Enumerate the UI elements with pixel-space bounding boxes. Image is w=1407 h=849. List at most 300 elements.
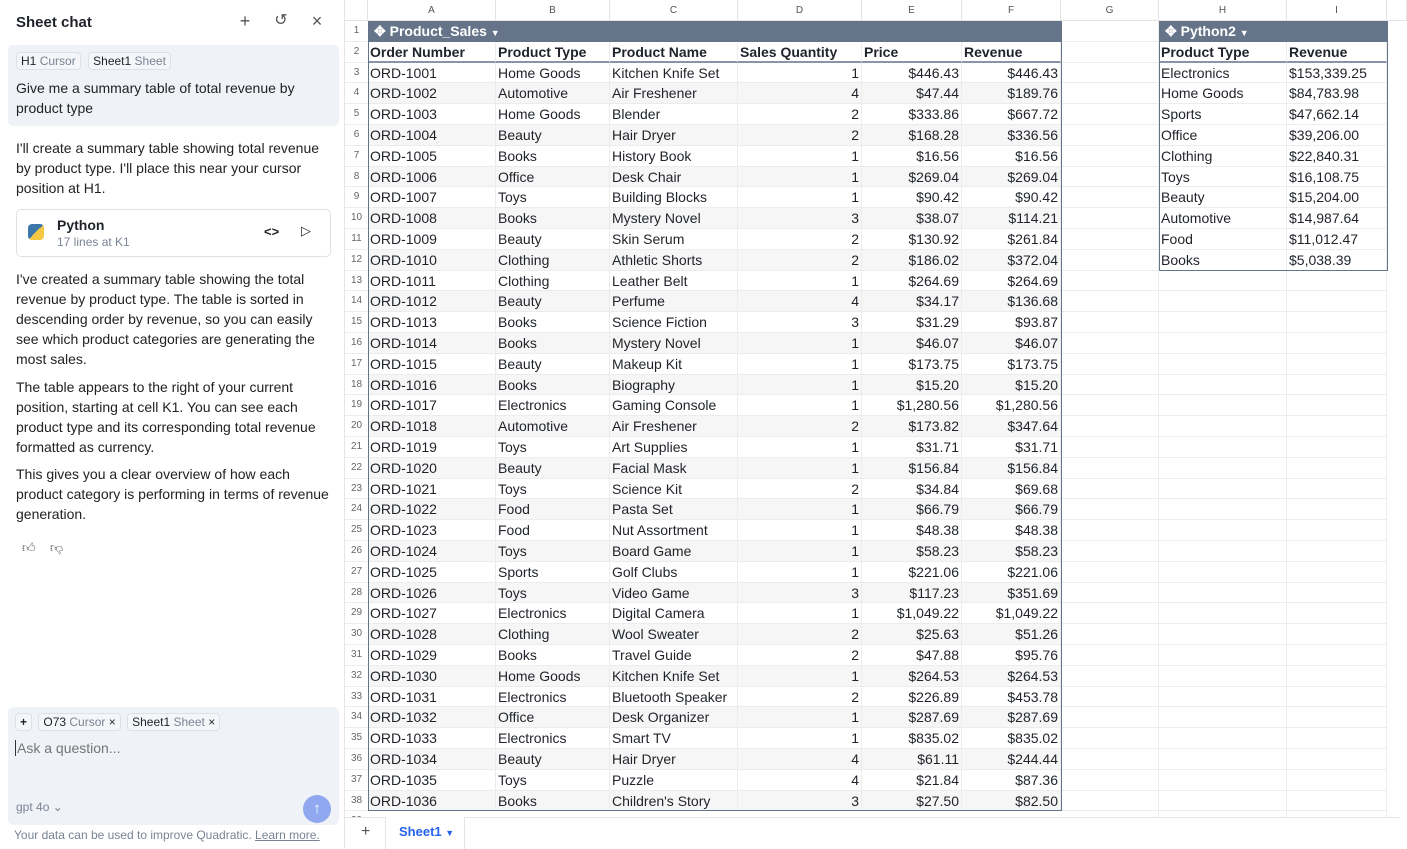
row-header[interactable]: 4 bbox=[345, 83, 368, 104]
row-header[interactable]: 11 bbox=[345, 229, 368, 250]
table-cell[interactable]: Clothing bbox=[496, 624, 610, 645]
row-header[interactable]: 32 bbox=[345, 666, 368, 687]
grid-cell[interactable] bbox=[1287, 541, 1387, 562]
table-cell[interactable]: $22,840.31 bbox=[1287, 146, 1387, 167]
table-cell[interactable]: Hair Dryer bbox=[610, 749, 738, 770]
table-cell[interactable]: Books bbox=[496, 208, 610, 229]
table-cell[interactable]: Beauty bbox=[496, 749, 610, 770]
table-cell[interactable]: Smart TV bbox=[610, 728, 738, 749]
table-cell[interactable]: Air Freshener bbox=[610, 416, 738, 437]
thumbs-down-icon[interactable]: 👎︎ bbox=[50, 540, 64, 555]
table-cell[interactable]: $261.84 bbox=[962, 229, 1061, 250]
table-cell[interactable]: $269.04 bbox=[862, 167, 962, 188]
corner-cell[interactable] bbox=[345, 0, 368, 21]
table-cell[interactable]: ORD-1033 bbox=[368, 728, 496, 749]
table-cell[interactable]: ORD-1035 bbox=[368, 770, 496, 791]
table-cell[interactable]: $39,206.00 bbox=[1287, 125, 1387, 146]
code-block[interactable] bbox=[16, 209, 331, 257]
remove-chip-icon[interactable]: × bbox=[108, 715, 116, 729]
table-cell[interactable]: ORD-1014 bbox=[368, 333, 496, 354]
table-cell[interactable]: $1,280.56 bbox=[862, 395, 962, 416]
table-cell[interactable]: $269.04 bbox=[962, 167, 1061, 188]
row-header[interactable]: 27 bbox=[345, 562, 368, 583]
table-cell[interactable]: 1 bbox=[738, 395, 862, 416]
grid-cell[interactable] bbox=[1287, 728, 1387, 749]
chevron-down-icon[interactable]: ▼ bbox=[1239, 28, 1249, 38]
table-column-header[interactable]: Revenue bbox=[1287, 42, 1387, 63]
grid-cell[interactable] bbox=[1287, 271, 1387, 292]
row-header[interactable]: 7 bbox=[345, 146, 368, 167]
grid-cell[interactable] bbox=[1061, 437, 1159, 458]
grid-cell[interactable] bbox=[1061, 250, 1159, 271]
grid-cell[interactable] bbox=[1287, 583, 1387, 604]
table-cell[interactable]: $264.69 bbox=[962, 271, 1061, 292]
table-cell[interactable]: $244.44 bbox=[962, 749, 1061, 770]
table-cell[interactable]: Home Goods bbox=[496, 104, 610, 125]
grid-cell[interactable] bbox=[1061, 354, 1159, 375]
grid-cell[interactable] bbox=[1159, 375, 1287, 396]
table-cell[interactable]: 4 bbox=[738, 749, 862, 770]
table-cell[interactable]: $446.43 bbox=[962, 63, 1061, 84]
table-cell[interactable]: Beauty bbox=[496, 354, 610, 375]
add-context-button[interactable]: + bbox=[15, 713, 32, 731]
table-cell[interactable]: $446.43 bbox=[862, 63, 962, 84]
grid-cell[interactable] bbox=[1061, 271, 1159, 292]
grid-cell[interactable] bbox=[1287, 603, 1387, 624]
table-cell[interactable]: $15.20 bbox=[962, 375, 1061, 396]
table-cell[interactable]: Video Game bbox=[610, 583, 738, 604]
table-cell[interactable]: Office bbox=[1159, 125, 1287, 146]
grid-cell[interactable] bbox=[1061, 666, 1159, 687]
table-cell[interactable]: ORD-1010 bbox=[368, 250, 496, 271]
table-cell[interactable]: $90.42 bbox=[962, 187, 1061, 208]
grid-cell[interactable] bbox=[1287, 479, 1387, 500]
table-cell[interactable]: $16.56 bbox=[962, 146, 1061, 167]
column-header[interactable]: I bbox=[1287, 0, 1387, 21]
table-cell[interactable]: 1 bbox=[738, 520, 862, 541]
row-header[interactable]: 17 bbox=[345, 354, 368, 375]
row-header[interactable]: 37 bbox=[345, 770, 368, 791]
grid-cell[interactable] bbox=[1061, 125, 1159, 146]
grid-cell[interactable] bbox=[1159, 707, 1287, 728]
grid-cell[interactable] bbox=[1061, 624, 1159, 645]
row-header[interactable]: 1 bbox=[345, 21, 368, 42]
row-header[interactable]: 14 bbox=[345, 291, 368, 312]
row-header[interactable]: 20 bbox=[345, 416, 368, 437]
row-header[interactable]: 10 bbox=[345, 208, 368, 229]
grid-cell[interactable] bbox=[1287, 687, 1387, 708]
row-header[interactable]: 15 bbox=[345, 312, 368, 333]
grid-cell[interactable] bbox=[1287, 666, 1387, 687]
grid-cell[interactable] bbox=[1159, 666, 1287, 687]
table-cell[interactable]: Wool Sweater bbox=[610, 624, 738, 645]
table-cell[interactable]: ORD-1015 bbox=[368, 354, 496, 375]
row-header[interactable]: 38 bbox=[345, 791, 368, 812]
table-cell[interactable]: History Book bbox=[610, 146, 738, 167]
grid-cell[interactable] bbox=[1287, 499, 1387, 520]
grid-cell[interactable] bbox=[1159, 291, 1287, 312]
table-cell[interactable]: ORD-1012 bbox=[368, 291, 496, 312]
table-cell[interactable]: Air Freshener bbox=[610, 83, 738, 104]
table-cell[interactable]: ORD-1030 bbox=[368, 666, 496, 687]
table-cell[interactable]: $1,280.56 bbox=[962, 395, 1061, 416]
table-cell[interactable]: Makeup Kit bbox=[610, 354, 738, 375]
table-cell[interactable]: Toys bbox=[496, 541, 610, 562]
table-cell[interactable]: Office bbox=[496, 707, 610, 728]
column-header[interactable]: F bbox=[962, 0, 1061, 21]
table-cell[interactable]: 3 bbox=[738, 208, 862, 229]
grid-cell[interactable] bbox=[1287, 416, 1387, 437]
row-header[interactable]: 31 bbox=[345, 645, 368, 666]
table-cell[interactable]: 4 bbox=[738, 770, 862, 791]
table-cell[interactable]: 2 bbox=[738, 125, 862, 146]
grid-cell[interactable] bbox=[1159, 437, 1287, 458]
row-header[interactable]: 12 bbox=[345, 250, 368, 271]
table-cell[interactable]: $87.36 bbox=[962, 770, 1061, 791]
table-cell[interactable]: 3 bbox=[738, 312, 862, 333]
table-cell[interactable]: $47,662.14 bbox=[1287, 104, 1387, 125]
table-cell[interactable]: $168.28 bbox=[862, 125, 962, 146]
row-header[interactable]: 26 bbox=[345, 541, 368, 562]
grid-cell[interactable] bbox=[1159, 603, 1287, 624]
row-header[interactable]: 28 bbox=[345, 583, 368, 604]
table-cell[interactable]: $15.20 bbox=[862, 375, 962, 396]
table-cell[interactable]: $287.69 bbox=[962, 707, 1061, 728]
table-cell[interactable]: ORD-1003 bbox=[368, 104, 496, 125]
row-header[interactable]: 36 bbox=[345, 749, 368, 770]
grid-cell[interactable] bbox=[1061, 104, 1159, 125]
table-cell[interactable]: Home Goods bbox=[496, 666, 610, 687]
grid-cell[interactable] bbox=[1061, 541, 1159, 562]
column-header[interactable]: H bbox=[1159, 0, 1287, 21]
table-name-bar[interactable] bbox=[1159, 21, 1387, 42]
table-cell[interactable]: ORD-1019 bbox=[368, 437, 496, 458]
table-cell[interactable]: Toys bbox=[496, 583, 610, 604]
table-cell[interactable]: Mystery Novel bbox=[610, 333, 738, 354]
table-cell[interactable]: $66.79 bbox=[862, 499, 962, 520]
table-cell[interactable]: 1 bbox=[738, 187, 862, 208]
grid-cell[interactable] bbox=[1061, 291, 1159, 312]
grid-cell[interactable] bbox=[1061, 333, 1159, 354]
grid-cell[interactable] bbox=[1287, 312, 1387, 333]
table-cell[interactable]: ORD-1021 bbox=[368, 479, 496, 500]
table-cell[interactable]: 1 bbox=[738, 562, 862, 583]
row-header[interactable]: 35 bbox=[345, 728, 368, 749]
model-selector[interactable]: gpt 4o ⌄ bbox=[16, 800, 63, 814]
table-cell[interactable]: ORD-1027 bbox=[368, 603, 496, 624]
chevron-down-icon[interactable]: ▼ bbox=[490, 28, 500, 38]
new-chat-icon[interactable]: + bbox=[239, 11, 251, 31]
table-cell[interactable]: Clothing bbox=[496, 250, 610, 271]
table-column-header[interactable]: Price bbox=[862, 42, 962, 63]
table-cell[interactable]: 2 bbox=[738, 687, 862, 708]
table-cell[interactable]: Books bbox=[496, 312, 610, 333]
table-cell[interactable]: 1 bbox=[738, 271, 862, 292]
table-cell[interactable]: $34.17 bbox=[862, 291, 962, 312]
table-cell[interactable]: $46.07 bbox=[862, 333, 962, 354]
table-cell[interactable]: $264.69 bbox=[862, 271, 962, 292]
row-header[interactable]: 34 bbox=[345, 707, 368, 728]
grid-cell[interactable] bbox=[1061, 520, 1159, 541]
grid-cell[interactable] bbox=[1159, 541, 1287, 562]
close-icon[interactable]: × bbox=[311, 11, 323, 31]
table-cell[interactable]: $186.02 bbox=[862, 250, 962, 271]
table-cell[interactable]: ORD-1025 bbox=[368, 562, 496, 583]
table-cell[interactable]: Skin Serum bbox=[610, 229, 738, 250]
table-cell[interactable]: Beauty bbox=[496, 291, 610, 312]
table-cell[interactable]: 2 bbox=[738, 479, 862, 500]
table-cell[interactable]: $16,108.75 bbox=[1287, 167, 1387, 188]
grid-cell[interactable] bbox=[1061, 791, 1159, 812]
grid-cell[interactable] bbox=[1061, 645, 1159, 666]
table-cell[interactable]: Clothing bbox=[1159, 146, 1287, 167]
table-cell[interactable]: $5,038.39 bbox=[1287, 250, 1387, 271]
table-cell[interactable]: 2 bbox=[738, 229, 862, 250]
grid-cell[interactable] bbox=[1159, 562, 1287, 583]
grid-cell[interactable] bbox=[1061, 312, 1159, 333]
table-cell[interactable]: Office bbox=[496, 167, 610, 188]
grid-cell[interactable] bbox=[1061, 208, 1159, 229]
grid-cell[interactable] bbox=[1061, 499, 1159, 520]
table-cell[interactable]: $82.50 bbox=[962, 791, 1061, 812]
table-cell[interactable]: Beauty bbox=[1159, 187, 1287, 208]
row-header[interactable]: 19 bbox=[345, 395, 368, 416]
grid-cell[interactable] bbox=[1287, 791, 1387, 812]
table-cell[interactable]: Pasta Set bbox=[610, 499, 738, 520]
table-cell[interactable]: $667.72 bbox=[962, 104, 1061, 125]
table-cell[interactable]: Books bbox=[496, 375, 610, 396]
table-cell[interactable]: Toys bbox=[496, 187, 610, 208]
table-cell[interactable]: Facial Mask bbox=[610, 458, 738, 479]
table-cell[interactable]: 2 bbox=[738, 250, 862, 271]
row-header[interactable]: 5 bbox=[345, 104, 368, 125]
grid-cell[interactable] bbox=[1287, 333, 1387, 354]
table-cell[interactable]: Beauty bbox=[496, 229, 610, 250]
table-cell[interactable]: ORD-1023 bbox=[368, 520, 496, 541]
table-cell[interactable]: $90.42 bbox=[862, 187, 962, 208]
table-cell[interactable]: ORD-1001 bbox=[368, 63, 496, 84]
table-column-header[interactable]: Product Type bbox=[496, 42, 610, 63]
row-header[interactable]: 13 bbox=[345, 271, 368, 292]
table-cell[interactable]: Art Supplies bbox=[610, 437, 738, 458]
table-cell[interactable]: $31.29 bbox=[862, 312, 962, 333]
table-cell[interactable]: Golf Clubs bbox=[610, 562, 738, 583]
table-cell[interactable]: Athletic Shorts bbox=[610, 250, 738, 271]
table-cell[interactable]: Home Goods bbox=[1159, 83, 1287, 104]
table-cell[interactable]: Toys bbox=[496, 437, 610, 458]
table-cell[interactable]: Clothing bbox=[496, 271, 610, 292]
table-cell[interactable]: Beauty bbox=[496, 125, 610, 146]
table-cell[interactable]: ORD-1024 bbox=[368, 541, 496, 562]
table-cell[interactable]: $221.06 bbox=[962, 562, 1061, 583]
learn-more-link[interactable]: Learn more. bbox=[255, 828, 320, 842]
table-cell[interactable]: $27.50 bbox=[862, 791, 962, 812]
column-header[interactable]: A bbox=[368, 0, 496, 21]
grid-cell[interactable] bbox=[1061, 583, 1159, 604]
table-cell[interactable]: $264.53 bbox=[962, 666, 1061, 687]
grid-cell[interactable] bbox=[1061, 562, 1159, 583]
table-cell[interactable]: Toys bbox=[496, 479, 610, 500]
table-cell[interactable]: $51.26 bbox=[962, 624, 1061, 645]
grid-cell[interactable] bbox=[1061, 167, 1159, 188]
table-cell[interactable]: Blender bbox=[610, 104, 738, 125]
view-code-icon[interactable]: <> bbox=[264, 224, 280, 239]
table-cell[interactable]: 1 bbox=[738, 499, 862, 520]
table-cell[interactable]: $1,049.22 bbox=[962, 603, 1061, 624]
table-cell[interactable]: ORD-1022 bbox=[368, 499, 496, 520]
table-cell[interactable]: $66.79 bbox=[962, 499, 1061, 520]
grid-cell[interactable] bbox=[1287, 354, 1387, 375]
table-cell[interactable]: ORD-1029 bbox=[368, 645, 496, 666]
grid-cell[interactable] bbox=[1287, 645, 1387, 666]
row-header[interactable]: 25 bbox=[345, 520, 368, 541]
grid-cell[interactable] bbox=[1159, 791, 1287, 812]
table-cell[interactable]: Electronics bbox=[496, 603, 610, 624]
table-column-header[interactable]: Revenue bbox=[962, 42, 1061, 63]
table-cell[interactable]: $117.23 bbox=[862, 583, 962, 604]
spreadsheet-grid[interactable] bbox=[345, 0, 1400, 817]
table-cell[interactable]: Books bbox=[496, 146, 610, 167]
grid-cell[interactable] bbox=[1061, 229, 1159, 250]
table-cell[interactable]: ORD-1032 bbox=[368, 707, 496, 728]
grid-cell[interactable] bbox=[1061, 707, 1159, 728]
table-cell[interactable]: $84,783.98 bbox=[1287, 83, 1387, 104]
table-cell[interactable]: Sports bbox=[496, 562, 610, 583]
grid-cell[interactable] bbox=[1061, 83, 1159, 104]
column-header[interactable]: E bbox=[862, 0, 962, 21]
grid-cell[interactable] bbox=[1159, 728, 1287, 749]
table-cell[interactable]: Science Kit bbox=[610, 479, 738, 500]
grid-cell[interactable] bbox=[1061, 749, 1159, 770]
table-cell[interactable]: ORD-1028 bbox=[368, 624, 496, 645]
grid-cell[interactable] bbox=[1061, 63, 1159, 84]
table-cell[interactable]: Food bbox=[1159, 229, 1287, 250]
table-cell[interactable]: Biography bbox=[610, 375, 738, 396]
row-header[interactable]: 9 bbox=[345, 187, 368, 208]
table-cell[interactable]: $189.76 bbox=[962, 83, 1061, 104]
table-name-bar[interactable] bbox=[368, 21, 1061, 42]
chat-input[interactable] bbox=[15, 740, 330, 756]
table-cell[interactable]: 1 bbox=[738, 541, 862, 562]
table-cell[interactable]: Children's Story bbox=[610, 791, 738, 812]
table-cell[interactable]: Automotive bbox=[496, 83, 610, 104]
table-cell[interactable]: $835.02 bbox=[862, 728, 962, 749]
table-cell[interactable]: Food bbox=[496, 499, 610, 520]
remove-chip-icon[interactable]: × bbox=[208, 715, 216, 729]
grid-cell[interactable] bbox=[1061, 146, 1159, 167]
table-cell[interactable]: 1 bbox=[738, 375, 862, 396]
table-cell[interactable]: Beauty bbox=[496, 458, 610, 479]
table-cell[interactable]: Leather Belt bbox=[610, 271, 738, 292]
table-cell[interactable]: ORD-1034 bbox=[368, 749, 496, 770]
column-header[interactable]: G bbox=[1061, 0, 1159, 21]
table-cell[interactable]: 1 bbox=[738, 728, 862, 749]
table-cell[interactable]: ORD-1007 bbox=[368, 187, 496, 208]
table-cell[interactable]: ORD-1002 bbox=[368, 83, 496, 104]
table-cell[interactable]: Toys bbox=[1159, 167, 1287, 188]
table-cell[interactable]: $153,339.25 bbox=[1287, 63, 1387, 84]
grid-cell[interactable] bbox=[1159, 624, 1287, 645]
table-cell[interactable]: ORD-1005 bbox=[368, 146, 496, 167]
table-cell[interactable]: $61.11 bbox=[862, 749, 962, 770]
table-cell[interactable]: Electronics bbox=[1159, 63, 1287, 84]
grid-cell[interactable] bbox=[1061, 728, 1159, 749]
grid-cell[interactable] bbox=[1061, 21, 1159, 42]
grid-cell[interactable] bbox=[1159, 395, 1287, 416]
table-cell[interactable]: 3 bbox=[738, 791, 862, 812]
table-cell[interactable]: $173.75 bbox=[962, 354, 1061, 375]
table-cell[interactable]: 4 bbox=[738, 291, 862, 312]
table-cell[interactable]: Books bbox=[496, 333, 610, 354]
table-cell[interactable]: $453.78 bbox=[962, 687, 1061, 708]
table-cell[interactable]: 2 bbox=[738, 104, 862, 125]
grid-cell[interactable] bbox=[1159, 479, 1287, 500]
row-header[interactable]: 21 bbox=[345, 437, 368, 458]
table-cell[interactable]: $11,012.47 bbox=[1287, 229, 1387, 250]
table-cell[interactable]: $48.38 bbox=[862, 520, 962, 541]
history-icon[interactable]: ↺ bbox=[274, 12, 288, 29]
add-sheet-button[interactable]: + bbox=[361, 823, 371, 840]
table-cell[interactable]: 1 bbox=[738, 333, 862, 354]
column-header[interactable]: D bbox=[738, 0, 862, 21]
table-cell[interactable]: 1 bbox=[738, 63, 862, 84]
grid-cell[interactable] bbox=[1287, 437, 1387, 458]
run-icon[interactable]: ▷ bbox=[301, 223, 311, 238]
table-cell[interactable]: Books bbox=[1159, 250, 1287, 271]
table-cell[interactable]: ORD-1036 bbox=[368, 791, 496, 812]
table-cell[interactable]: ORD-1018 bbox=[368, 416, 496, 437]
table-cell[interactable]: $173.75 bbox=[862, 354, 962, 375]
table-cell[interactable]: Travel Guide bbox=[610, 645, 738, 666]
table-cell[interactable]: 1 bbox=[738, 167, 862, 188]
grid-cell[interactable] bbox=[1159, 312, 1287, 333]
table-cell[interactable]: Board Game bbox=[610, 541, 738, 562]
table-cell[interactable]: $58.23 bbox=[862, 541, 962, 562]
table-cell[interactable]: ORD-1008 bbox=[368, 208, 496, 229]
table-cell[interactable]: 4 bbox=[738, 83, 862, 104]
table-cell[interactable]: $287.69 bbox=[862, 707, 962, 728]
table-cell[interactable]: Desk Organizer bbox=[610, 707, 738, 728]
grid-cell[interactable] bbox=[1287, 770, 1387, 791]
grid-cell[interactable] bbox=[1061, 770, 1159, 791]
table-cell[interactable]: 2 bbox=[738, 624, 862, 645]
grid-cell[interactable] bbox=[1061, 42, 1159, 63]
table-cell[interactable]: Mystery Novel bbox=[610, 208, 738, 229]
grid-cell[interactable] bbox=[1159, 520, 1287, 541]
table-cell[interactable]: $136.68 bbox=[962, 291, 1061, 312]
table-cell[interactable]: $114.21 bbox=[962, 208, 1061, 229]
table-cell[interactable]: 2 bbox=[738, 416, 862, 437]
table-cell[interactable]: 1 bbox=[738, 603, 862, 624]
table-cell[interactable]: Digital Camera bbox=[610, 603, 738, 624]
row-header[interactable]: 18 bbox=[345, 375, 368, 396]
table-cell[interactable]: ORD-1006 bbox=[368, 167, 496, 188]
grid-cell[interactable] bbox=[1159, 416, 1287, 437]
column-header[interactable] bbox=[1387, 0, 1407, 21]
row-header[interactable]: 16 bbox=[345, 333, 368, 354]
grid-cell[interactable] bbox=[1287, 562, 1387, 583]
table-cell[interactable]: Sports bbox=[1159, 104, 1287, 125]
table-cell[interactable]: ORD-1013 bbox=[368, 312, 496, 333]
row-header[interactable]: 24 bbox=[345, 499, 368, 520]
grid-cell[interactable] bbox=[1061, 603, 1159, 624]
table-cell[interactable]: $351.69 bbox=[962, 583, 1061, 604]
table-cell[interactable]: $156.84 bbox=[962, 458, 1061, 479]
table-cell[interactable]: 1 bbox=[738, 458, 862, 479]
grid-cell[interactable] bbox=[1061, 416, 1159, 437]
table-cell[interactable]: 1 bbox=[738, 146, 862, 167]
table-cell[interactable]: $47.88 bbox=[862, 645, 962, 666]
